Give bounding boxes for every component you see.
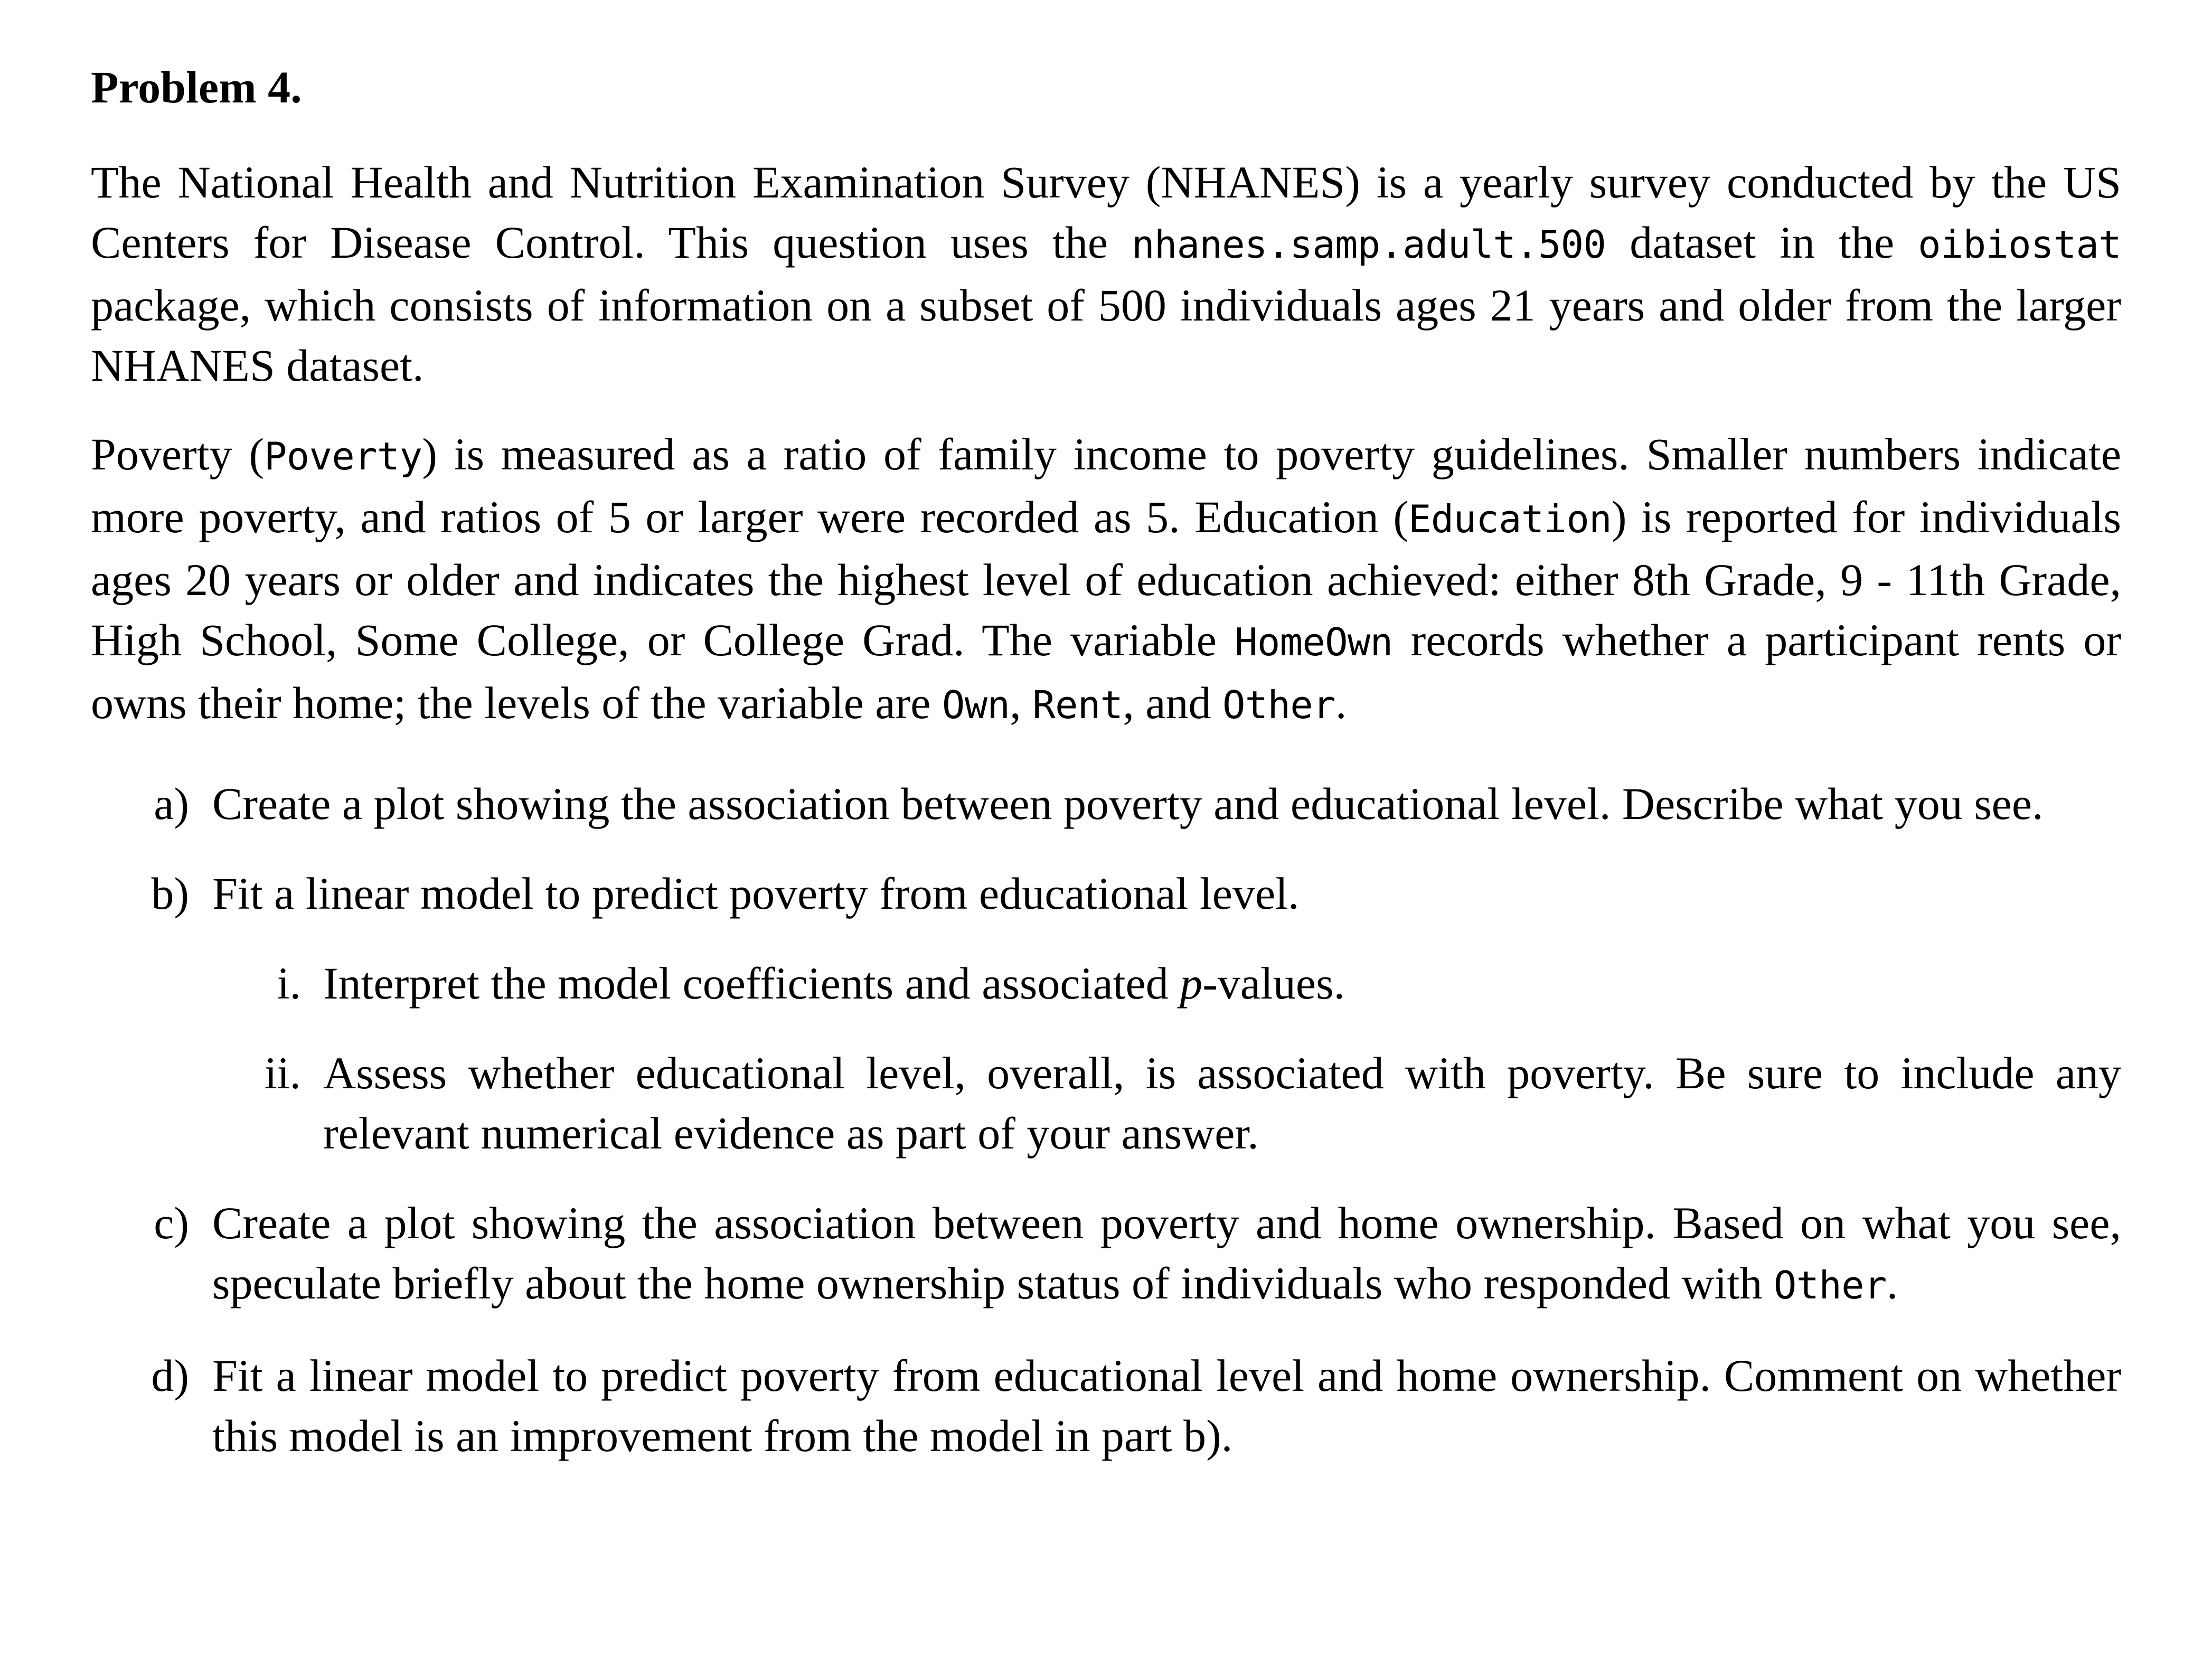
list-item-a xyxy=(91,774,2121,834)
subitem-ii-text: Assess whether educational level, overall, is associated with poverty. Be sure to include any relevant numerical evidence as part of your answer. xyxy=(323,1048,2121,1159)
variables-paragraph: Poverty (Poverty) is measured as a ratio of family income to poverty guidelines. Smaller numbers indicate more poverty, and ratios of 5 or larger were recorded as 5. Education (Education) is reported for individuals ages 20 years or older and indicates the highest level of education achieved: either 8th Grade, 9 - 11th Grade, High School, Some College, or College Grad. The variable HomeOwn records whether a participant rents or owns their home; the levels of the variable are Own, Rent, and Other. xyxy=(91,429,2122,728)
question-list xyxy=(91,774,2121,1466)
item-b-label: b) xyxy=(151,868,189,919)
item-a-text: Create a plot showing the association between poverty and educational level. Describe what you see. xyxy=(212,778,2044,829)
subitem-ii-label: ii. xyxy=(264,1048,301,1098)
list-subitem-b-ii xyxy=(212,1043,2121,1163)
list-subitem-b-i xyxy=(212,953,2121,1013)
problem-title: Problem 4. xyxy=(91,62,302,112)
item-d-label: d) xyxy=(151,1350,189,1401)
list-item-d xyxy=(91,1345,2121,1466)
item-c-text: Create a plot showing the association between poverty and home ownership. Based on what you see, speculate briefly about the home ownership status of individuals who responded with Other. xyxy=(212,1198,2121,1308)
intro-paragraph: The National Health and Nutrition Examination Survey (NHANES) is a yearly survey conducted by the US Centers for Disease Control. This question uses the nhanes.samp.adult.500 dataset in the oibiostat package, which consists of information on a subset of 500 individuals ages 21 years and older from the larger NHANES dataset. xyxy=(91,157,2122,391)
item-c-label: c) xyxy=(154,1198,189,1248)
item-b-text: Fit a linear model to predict poverty from educational level. xyxy=(212,868,1300,919)
subitem-i-label: i. xyxy=(277,958,301,1009)
list-item-c xyxy=(91,1193,2121,1316)
item-d-text: Fit a linear model to predict poverty from educational level and home ownership. Comment on whether this model is an improvement from the model in part b). xyxy=(212,1350,2121,1461)
item-a-label: a) xyxy=(154,778,189,829)
list-item-b xyxy=(91,863,2121,1163)
subitem-i-text: Interpret the model coefficients and associated p-values. xyxy=(323,958,1345,1009)
